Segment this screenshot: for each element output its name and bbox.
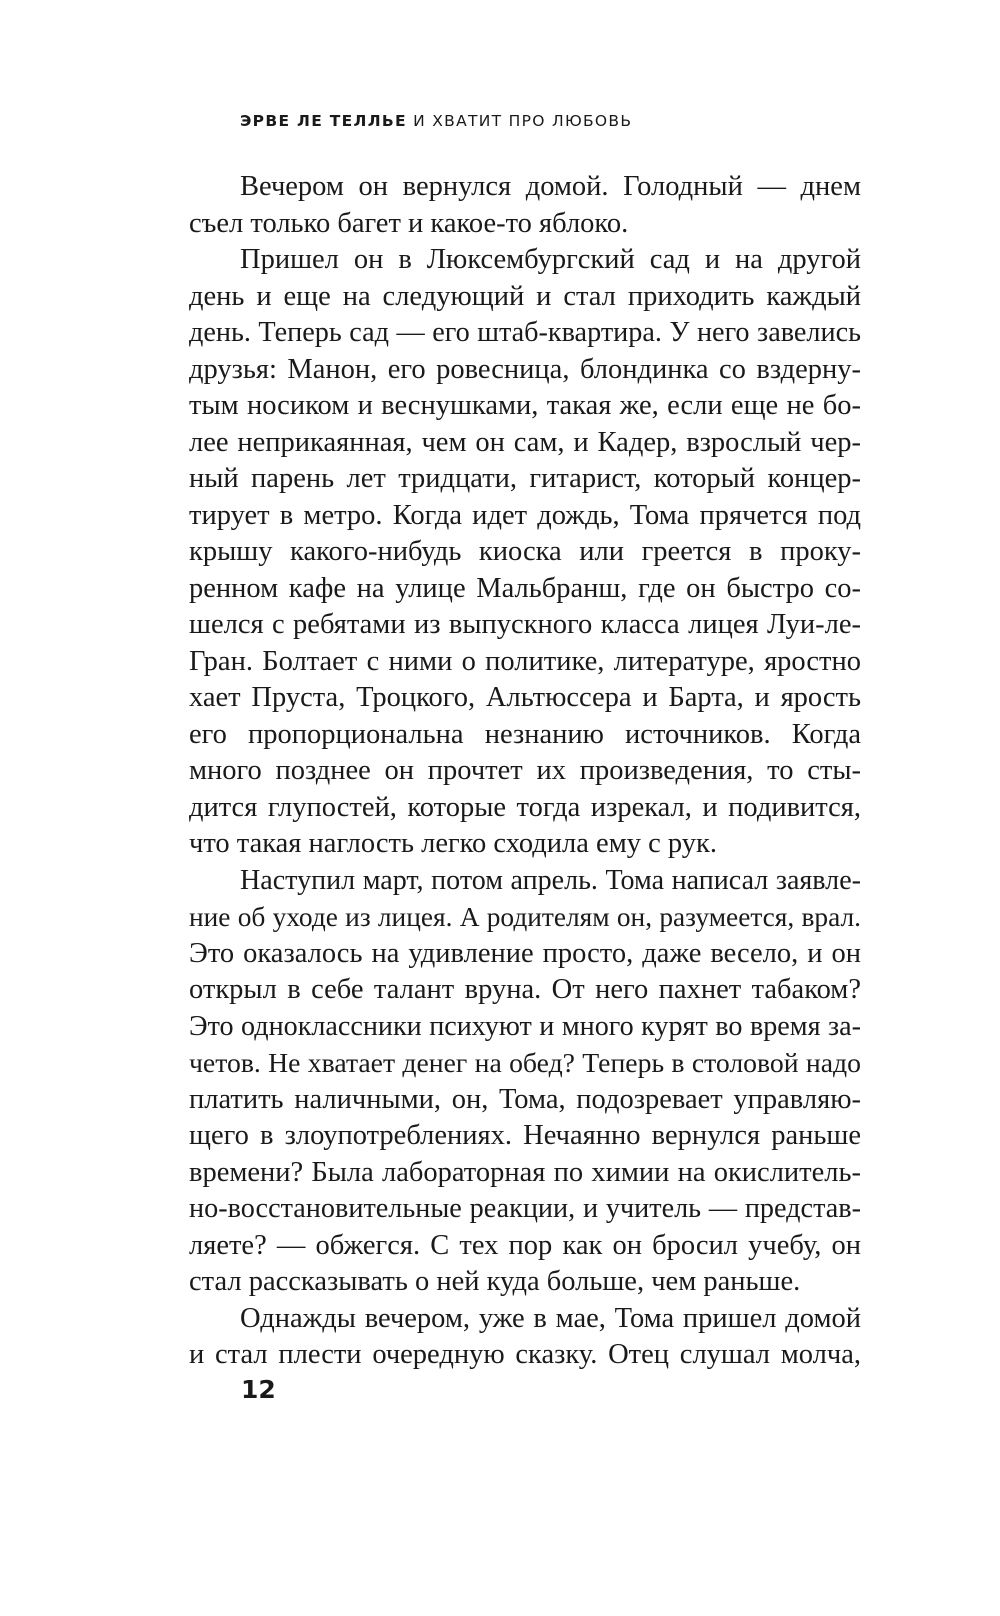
- text-line: его пропорциональна незнанию источников. Когда: [189, 718, 861, 750]
- text-line: времени? Была лабораторная по химии на окислитель-: [189, 1156, 861, 1188]
- text-line: день и еще на следующий и стал приходить каждый: [189, 280, 861, 312]
- text-line: Это оказалось на удивление просто, даже весело, и он: [189, 937, 861, 969]
- text-line: тирует в метро. Когда идет дождь, Тома прячется под: [189, 499, 861, 531]
- text-line: Вечером он вернулся домой. Голодный — днем: [240, 171, 861, 202]
- text-line: хает Пруста, Троцкого, Альтюссера и Барта, и ярость: [189, 682, 861, 713]
- text-line: но-восстановительные реакции, и учитель — представ-: [189, 1193, 861, 1224]
- text-line: четов. Не хватает денег на обед? Теперь в столовой надо: [189, 1047, 861, 1078]
- text-line: Это одноклассники психуют и много курят во время за-: [189, 1010, 861, 1042]
- body-text: [189, 169, 861, 1374]
- text-line: много позднее он прочтет их произведения, то сты-: [189, 755, 861, 786]
- text-line: крышу какого-нибудь киоска или греется в проку-: [189, 536, 861, 567]
- page-number: 12: [241, 1375, 276, 1404]
- text-line: стал рассказывать о ней куда больше, чем раньше.: [189, 1266, 801, 1297]
- text-line: друзья: Манон, его ровесница, блондинка со вздерну-: [189, 353, 861, 385]
- text-line: ренном кафе на улице Мальбранш, где он быстро со-: [189, 572, 861, 604]
- running-head-author: ЭРВЕ ЛЕ ТЕЛЛЬЕ: [240, 112, 407, 130]
- text-line: Гран. Болтает с ними о политике, литературе, яростно: [189, 645, 861, 677]
- text-line: ный парень лет тридцати, гитарист, который концер-: [189, 463, 861, 494]
- text-line: Однажды вечером, уже в мае, Тома пришел домой: [240, 1302, 861, 1334]
- running-head-title: И ХВАТИТ ПРО ЛЮБОВЬ: [413, 112, 633, 130]
- text-line: Пришел он в Люксембургский сад и на другой: [240, 244, 861, 275]
- text-line: щего в злоупотреблениях. Нечаянно вернулся раньше: [189, 1120, 861, 1151]
- running-head: [240, 112, 632, 130]
- text-line: платить наличными, он, Тома, подозревает управляю-: [189, 1083, 861, 1115]
- text-line: открыл в себе талант вруна. От него пахнет табаком?: [189, 974, 861, 1005]
- text-line: тым носиком и веснушками, такая же, если еще не бо-: [189, 390, 861, 421]
- text-line: что такая наглость легко сходила ему с рук.: [189, 828, 717, 859]
- text-line: шелся с ребятами из выпускного класса лицея Луи-ле-: [189, 609, 861, 640]
- text-line: Наступил март, потом апрель. Тома написал заявле-: [240, 864, 861, 896]
- text-line: съел только багет и какое-то яблоко.: [189, 207, 629, 239]
- text-line: ляете? — обжегся. С тех пор как он бросил учебу, он: [189, 1229, 861, 1261]
- text-line: и стал плести очередную сказку. Отец слушал молча,: [189, 1339, 861, 1370]
- text-line: дится глупостей, которые тогда изрекал, и подивится,: [189, 791, 861, 823]
- text-line: ние об уходе из лицея. А родителям он, разумеется, врал.: [189, 902, 861, 932]
- text-line: день. Теперь сад — его штаб-квартира. У него завелись: [189, 317, 861, 348]
- text-line: лее неприкаянная, чем он сам, и Кадер, взрослый чер-: [189, 426, 861, 458]
